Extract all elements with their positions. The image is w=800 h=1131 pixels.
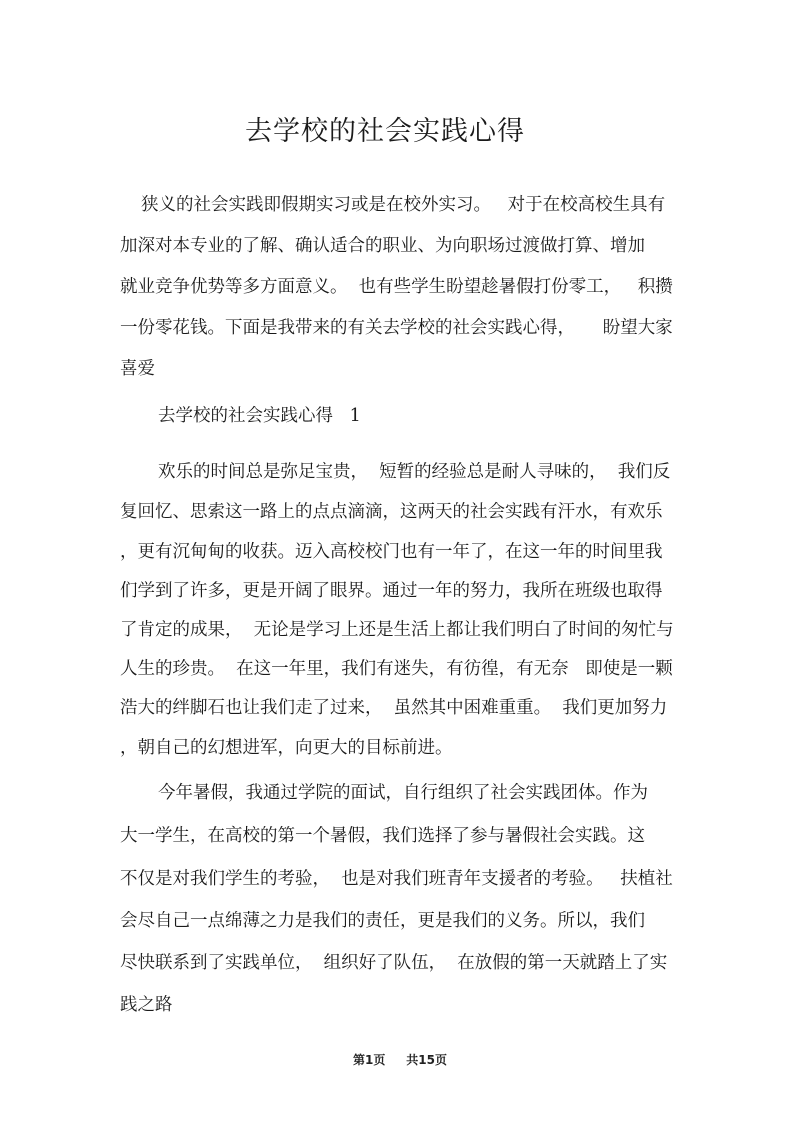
text-line: 喜爱 bbox=[120, 359, 155, 379]
text-line: 浩大的绊脚石也让我们走了过来， 虽然其中困难重重。 我们更加努力 bbox=[120, 698, 668, 718]
text-line: 一份零花钱。下面是我带来的有关去学校的社会实践心得， 盼望大家 bbox=[120, 318, 673, 338]
text-line: 会尽自己一点绵薄之力是我们的责任，更是我们的义务。所以，我们 bbox=[120, 911, 645, 931]
text-line: 了肯定的成果， 无论是学习上还是生活上都让我们明白了时间的匆忙与 bbox=[120, 620, 674, 640]
text-line: 尽快联系到了实践单位， 组织好了队伍， 在放假的第一天就踏上了实 bbox=[120, 953, 668, 973]
text-line: 就业竞争优势等多方面意义。 也有些学生盼望趁暑假打份零工， 积攒 bbox=[120, 277, 673, 297]
page-footer: 第1页 共15页 bbox=[353, 1053, 447, 1067]
section-heading: 去学校的社会实践心得 1 bbox=[158, 406, 361, 426]
text-line: ，更有沉甸甸的收获。迈入高校校门也有一年了，在这一年的时间里我 bbox=[120, 542, 663, 562]
text-line: 加深对本专业的了解、确认适合的职业、为向职场过渡做打算、增加 bbox=[120, 236, 645, 256]
text-line: 践之路 bbox=[120, 995, 173, 1015]
text-line: 们学到了许多，更是开阔了眼界。通过一年的努力，我所在班级也取得 bbox=[120, 581, 663, 601]
text-line: 狭义的社会实践即假期实习或是在校外实习。 对于在校高校生具有 bbox=[141, 195, 666, 215]
text-line: 人生的珍贵。 在这一年里，我们有迷失，有彷徨，有无奈 即使是一颗 bbox=[120, 659, 673, 679]
text-line: 不仅是对我们学生的考验， 也是对我们班青年支援者的考验。 扶植社 bbox=[120, 869, 673, 889]
text-line: ，朝自己的幻想进军，向更大的目标前进。 bbox=[120, 738, 453, 758]
text-line: 大一学生，在高校的第一个暑假，我们选择了参与暑假社会实践。这 bbox=[120, 826, 645, 846]
document-title: 去学校的社会实践心得 bbox=[245, 116, 525, 147]
text-line: 今年暑假，我通过学院的面试，自行组织了社会实践团体。作为 bbox=[158, 783, 648, 803]
text-line: 复回忆、思索这一路上的点点滴滴，这两天的社会实践有汗水，有欢乐 bbox=[120, 502, 663, 522]
text-line: 欢乐的时间总是弥足宝贵， 短暂的经验总是耐人寻味的， 我们反 bbox=[158, 462, 671, 482]
